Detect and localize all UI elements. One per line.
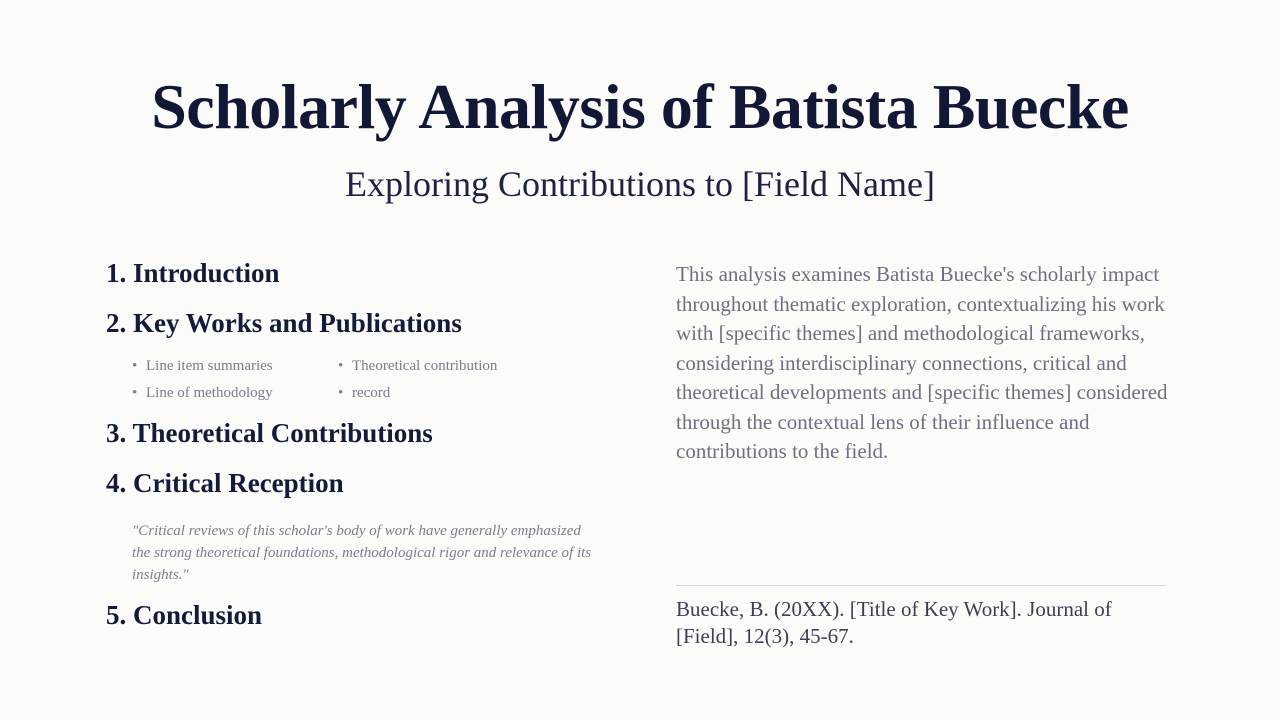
slide-title: Scholarly Analysis of Batista Buecke	[151, 71, 1129, 142]
bullet-item: • record	[338, 385, 390, 402]
bullet-item: • Theoretical contribution	[338, 358, 497, 375]
slide-subtitle: Exploring Contributions to [Field Name]	[345, 164, 935, 204]
citation-divider	[676, 585, 1166, 586]
section-key-works: 2. Key Works and Publications	[106, 308, 462, 338]
section-introduction: 1. Introduction	[106, 258, 280, 288]
section-theoretical-contributions: 3. Theoretical Contributions	[106, 418, 433, 448]
section-conclusion: 5. Conclusion	[106, 600, 263, 630]
citation-reference: Buecke, B. (20XX). [Title of Key Work]. Journal of [Field], 12(3), 45-67.	[676, 597, 1112, 648]
bullet-item: • Line of methodology	[132, 385, 273, 402]
abstract-paragraph: This analysis examines Batista Buecke's scholarly impact throughout thematic exploration, contextualizing his work with [specific themes] and methodological frameworks, considering interdisciplinary connections, critical and theoretical developments and [specific themes] considered through the contextual lens of their influence and contributions to the field.	[676, 262, 1168, 463]
critical-reception-quote: "Critical reviews of this scholar's body of work have generally emphasized the strong theoretical foundations, methodological rigor and relevance of its insights."	[132, 523, 592, 583]
section-critical-reception: 4. Critical Reception	[106, 468, 344, 498]
bullet-item: • Line item summaries	[132, 358, 273, 375]
